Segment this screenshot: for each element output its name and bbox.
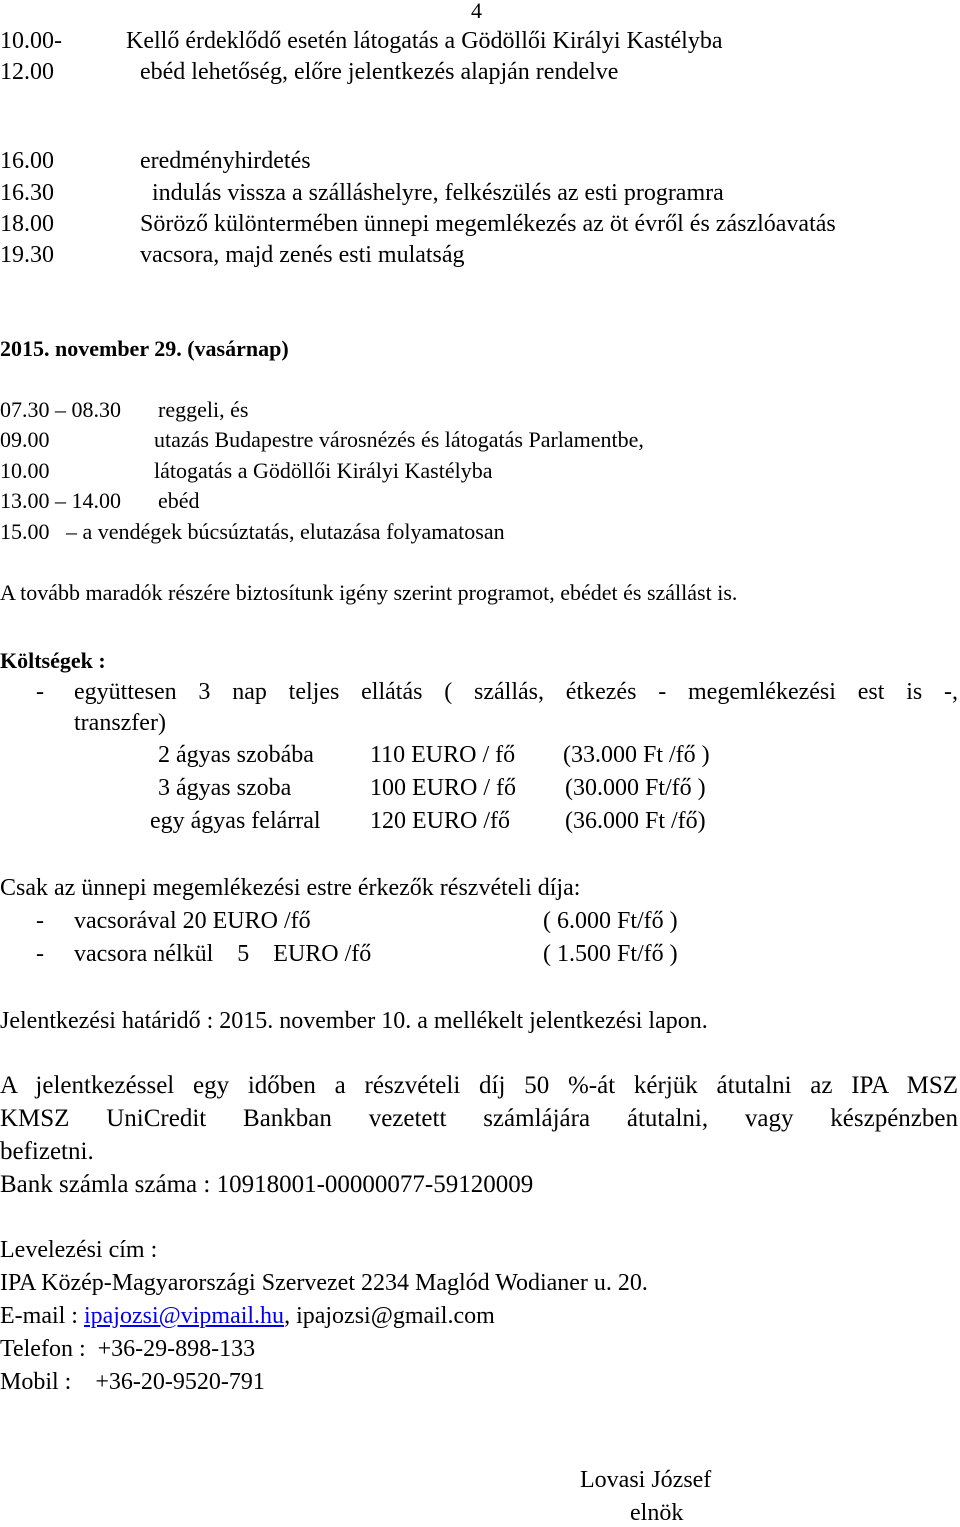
extra-note: A tovább maradók részére biztosítunk igény szerint programot, ebédet és szállást is. bbox=[0, 580, 738, 605]
contact-address: IPA Közép-Magyarországi Szervezet 2234 Maglód Wodianer u. 20. bbox=[0, 1270, 648, 1296]
room-price: 100 EURO / fő bbox=[370, 775, 516, 801]
schedule-time: 16.00 bbox=[0, 148, 54, 174]
schedule-text: – a vendégek búcsúztatás, elutazása folyamatosan bbox=[66, 519, 505, 544]
schedule-text: indulás vissza a szálláshelyre, felkészülés az esti programra bbox=[152, 180, 724, 206]
contact-mobile: Mobil : +36-20-9520-791 bbox=[0, 1369, 265, 1395]
signature-title: elnök bbox=[630, 1500, 684, 1526]
email-link[interactable]: ipajozsi@vipmail.hu bbox=[83, 1303, 285, 1329]
contact-phone: Telefon : +36-29-898-133 bbox=[0, 1336, 256, 1362]
page-number: 4 bbox=[471, 0, 482, 23]
email-label: E-mail : bbox=[0, 1303, 78, 1329]
schedule-time: 18.00 bbox=[0, 211, 54, 237]
deadline: Jelentkezési határidő : 2015. november 10. a mellékelt jelentkezési lapon. bbox=[0, 1008, 708, 1034]
payment-line2: KMSZ UniCredit Bankban vezetett számlájára átutalni, vagy készpénzben bbox=[0, 1105, 958, 1132]
schedule-text: ebéd lehetőség, előre jelentkezés alapján rendelve bbox=[140, 59, 619, 85]
evening-price: vacsora nélkül 5 EURO /fő bbox=[74, 941, 372, 967]
bullet: - bbox=[36, 679, 44, 705]
schedule-text: Söröző különtermében ünnepi megemlékezés az öt évről és zászlóavatás bbox=[140, 211, 836, 237]
schedule-text: utazás Budapestre városnézés és látogatás Parlamentbe, bbox=[154, 427, 644, 452]
room-type: egy ágyas felárral bbox=[150, 808, 321, 834]
schedule-time: 19.30 bbox=[0, 242, 54, 268]
contact-email-line bbox=[0, 1303, 495, 1330]
room-price: 120 EURO /fő bbox=[370, 808, 510, 834]
schedule-time: 10.00 bbox=[0, 458, 50, 483]
room-price: 110 EURO / fő bbox=[370, 742, 516, 768]
evening-price: vacsorával 20 EURO /fő bbox=[74, 908, 311, 934]
bullet: - bbox=[36, 941, 44, 967]
schedule-time: 15.00 bbox=[0, 519, 50, 544]
room-type: 2 ágyas szobába bbox=[158, 742, 314, 768]
evening-heading: Csak az ünnepi megemlékezési estre érkezők részvételi díja: bbox=[0, 875, 581, 901]
contact-heading: Levelezési cím : bbox=[0, 1237, 158, 1263]
room-price-huf: (30.000 Ft/fő ) bbox=[565, 775, 706, 801]
schedule-text: vacsora, majd zenés esti mulatság bbox=[140, 242, 465, 268]
costs-heading: Költségek : bbox=[0, 648, 106, 673]
bank-account: Bank számla száma : 10918001-00000077-59120009 bbox=[0, 1171, 534, 1198]
email-secondary: , ipajozsi@gmail.com bbox=[284, 1303, 495, 1329]
schedule-time: 16.30 bbox=[0, 180, 54, 206]
schedule-time: 10.00- bbox=[0, 28, 62, 54]
schedule-text: Kellő érdeklődő esetén látogatás a Gödöllői Királyi Kastélyba bbox=[126, 28, 723, 54]
payment-line1: A jelentkezéssel egy időben a részvételi díj 50 %-át kérjük átutalni az IPA MSZ bbox=[0, 1072, 958, 1099]
bullet: - bbox=[36, 908, 44, 934]
room-price-huf: (33.000 Ft /fő ) bbox=[563, 742, 710, 768]
schedule-text: reggeli, és bbox=[158, 397, 249, 422]
schedule-text: eredményhirdetés bbox=[140, 148, 311, 174]
day-heading: 2015. november 29. (vasárnap) bbox=[0, 336, 289, 361]
room-type: 3 ágyas szoba bbox=[158, 775, 292, 801]
payment-line3: befizetni. bbox=[0, 1138, 94, 1165]
schedule-time: 13.00 – 14.00 bbox=[0, 488, 121, 513]
room-price-huf: (36.000 Ft /fő) bbox=[565, 808, 706, 834]
evening-price-huf: ( 1.500 Ft/fő ) bbox=[543, 941, 678, 967]
schedule-time: 09.00 bbox=[0, 427, 50, 452]
signature-name: Lovasi József bbox=[580, 1467, 712, 1493]
schedule-text: ebéd bbox=[158, 488, 200, 513]
costs-intro-line1: együttesen 3 nap teljes ellátás ( szállás, étkezés - megemlékezési est is -, bbox=[74, 679, 958, 705]
schedule-text: látogatás a Gödöllői Királyi Kastélyba bbox=[154, 458, 493, 483]
schedule-time: 07.30 – 08.30 bbox=[0, 397, 121, 422]
costs-intro-line2: transzfer) bbox=[74, 710, 166, 736]
schedule-time: 12.00 bbox=[0, 59, 54, 85]
evening-price-huf: ( 6.000 Ft/fő ) bbox=[543, 908, 678, 934]
